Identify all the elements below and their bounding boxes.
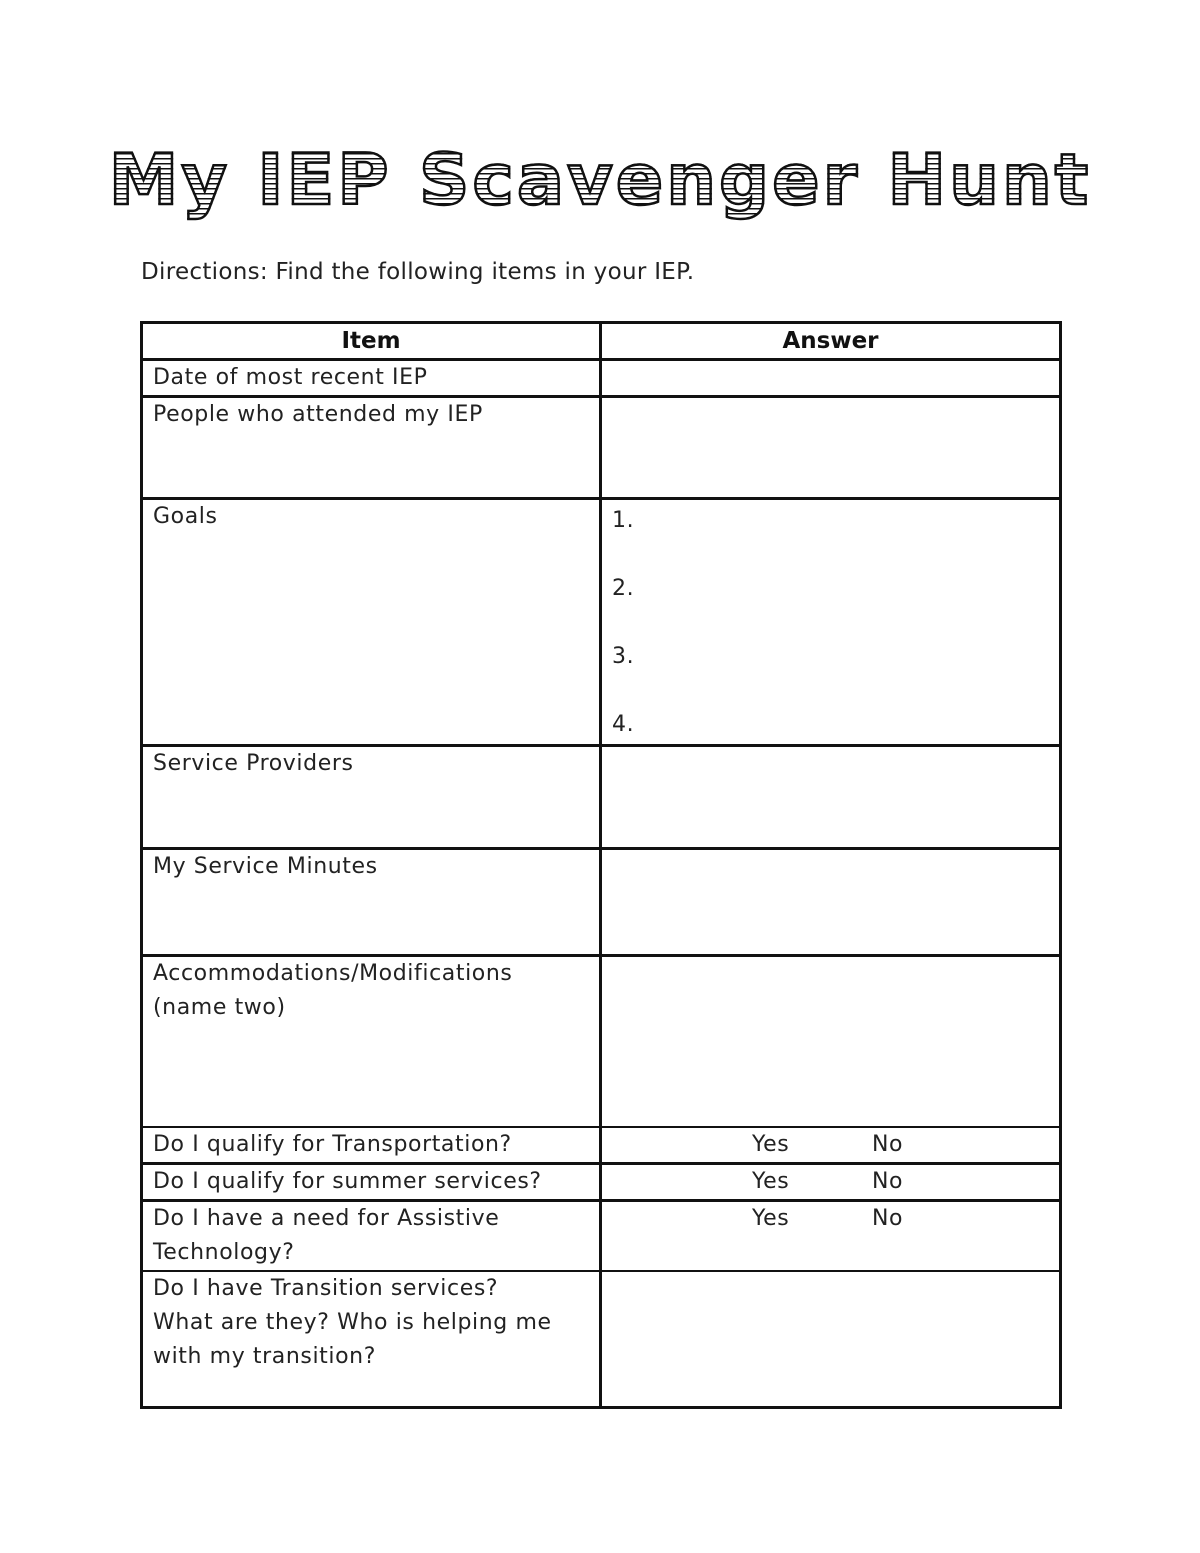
column-header-item: Item [142,323,601,360]
directions-text: Directions: Find the following items in your IEP. [141,259,695,285]
table-row [142,849,1061,956]
item-cell [142,1271,601,1408]
answer-cell[interactable] [601,397,1061,499]
answer-cell[interactable] [601,849,1061,956]
item-cell: Do I qualify for Transportation? [142,1127,601,1164]
column-header-answer: Answer [601,323,1061,360]
item-line: What are they? Who is helping me [153,1309,552,1335]
item-line: Accommodations/Modifications [153,961,513,986]
table-row [142,499,1061,746]
goal-number: 3. [612,644,635,669]
item-line: (name two) [153,995,286,1020]
item-cell: People who attended my IEP [142,397,601,499]
item-cell [142,956,601,1127]
table-row [142,1163,1061,1200]
table-row [142,360,1061,397]
item-cell: Date of most recent IEP [142,360,601,397]
answer-cell [601,1200,1061,1271]
no-option[interactable]: No [872,1205,904,1231]
goal-number: 4. [612,712,635,737]
answer-cell[interactable] [601,956,1061,1127]
no-option[interactable]: No [872,1168,904,1194]
yes-option[interactable]: Yes [752,1168,790,1194]
answer-cell[interactable] [601,499,1061,746]
answer-cell[interactable] [601,360,1061,397]
item-cell: Do I qualify for summer services? [142,1163,601,1200]
no-option[interactable]: No [872,1131,904,1157]
answer-cell[interactable] [601,1271,1061,1408]
scavenger-hunt-table [140,321,1062,1409]
table-row [142,746,1061,849]
goal-number: 1. [612,508,635,533]
table-row [142,1271,1061,1408]
item-cell: My Service Minutes [142,849,601,956]
answer-cell [601,1127,1061,1164]
table-row [142,397,1061,499]
item-line: with my transition? [153,1343,376,1369]
answer-cell [601,1163,1061,1200]
table-row [142,1127,1061,1164]
table-row [142,956,1061,1127]
page-title: My IEP Scavenger Hunt [0,138,1200,222]
item-cell: Service Providers [142,746,601,849]
yes-option[interactable]: Yes [752,1205,790,1231]
goal-number: 2. [612,576,635,601]
table-row [142,1200,1061,1271]
table-header-row [142,323,1061,360]
yes-option[interactable]: Yes [752,1131,790,1157]
answer-cell[interactable] [601,746,1061,849]
item-line: Technology? [153,1239,295,1265]
item-cell: Goals [142,499,601,746]
item-cell [142,1200,601,1271]
item-line: Do I have Transition services? [153,1275,499,1301]
item-line: Do I have a need for Assistive [153,1205,500,1231]
